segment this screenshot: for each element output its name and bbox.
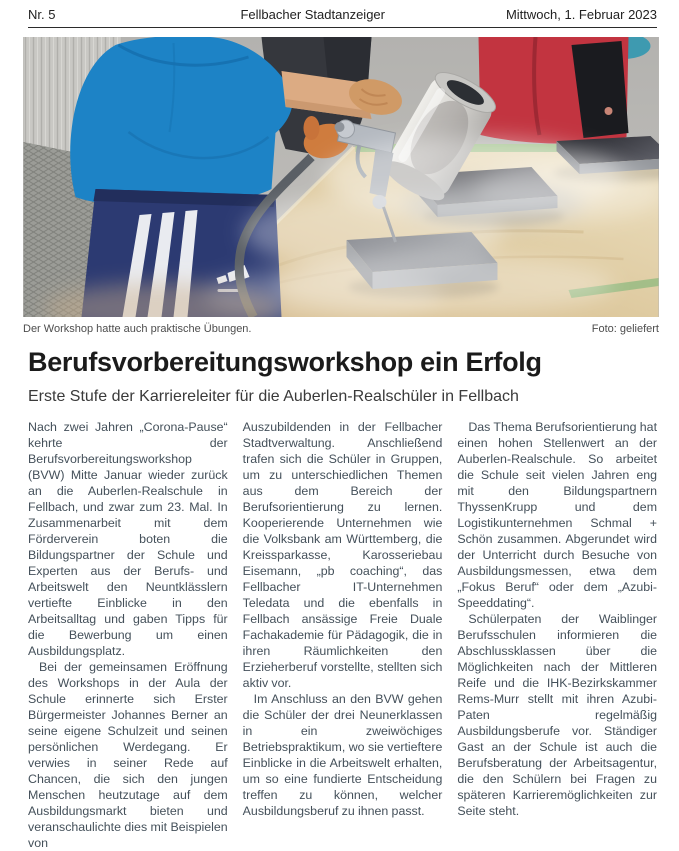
- text-column-3: [457, 419, 657, 851]
- text-column-2: [243, 419, 443, 851]
- photo-credit: Foto: geliefert: [591, 323, 659, 335]
- newspaper-title: Fellbacher Stadtanzeiger: [240, 7, 385, 22]
- photo-caption: Der Workshop hatte auch praktische Übungen.: [23, 323, 252, 335]
- paragraph: Schülerpaten der Waiblinger Berufsschulen informieren die Abschlussklassen über die Möglichkeiten nach der Mittleren Reife und die IHK-Bezirkskammer Rems-Murr stellt mit ihren Azubi-Paten regelmäßig Ausbildungsberufe vor. Ständiger Gast an der Schule ist auch die Berufsberatung der Arbeitsagentur, die den Schülern bei Fragen zu späteren Karrieremöglichkeiten zur Seite steht.: [457, 612, 658, 819]
- paragraph: Im Anschluss an den BVW gehen die Schüler der drei Neunerklassen in ein zweiwöchiges Betriebspraktikum, wo sie vertieftere Einblicke in die Arbeitswelt erhalten, um so eine fundierte Entscheidung treffen zu können, welcher Ausbildungsberuf zu ihnen passt.: [242, 692, 443, 819]
- paragraph: Auszubildenden in der Fellbacher Stadtverwaltung. Anschließend trafen sich die Schüler in Gruppen, um zu unterschiedlichen Themen aus dem Bereich der Berufsorientierung zu lernen. Kooperierende Unternehmen wie die Volksbank am Württemberg, die Kreissparkasse, Karosseriebau Eisemann, „pb coaching“, das Fellbacher IT-Unternehmen Teledata und die ebenfalls in Fellbach ansässige Freie Duale Fachakademie für Pädagogik, die in ihren Räumlichkeiten den Erzieherberuf vorstellte, stellten sich aktiv vor.: [242, 420, 443, 691]
- blue-hoodie: [70, 37, 292, 207]
- issue-date: Mittwoch, 1. Februar 2023: [505, 7, 657, 22]
- paragraph: Das Thema Berufsorientierung hat einen hohen Stellenwert an der Auberlen-Realschule. So arbeitet die Schule seit vielen Jahren eng mit den Bildungspartnern ThyssenKrupp und dem Logistikunternehmen Schmal + Schön zusammen. Abgerundet wird der Unterricht durch Besuche von Ausbildungsmessen, etwa dem „Fokus Beruf“ oder dem „Azubi-Speeddating“.: [457, 420, 658, 611]
- article-subheadline: Erste Stufe der Karriereleiter für die Auberlen-Realschüler in Fellbach: [28, 388, 519, 406]
- paragraph: Bei der gemeinsamen Eröffnung des Workshops in der Aula der Schule erinnerte sich Erster Bürgermeister Johannes Berner an seine eigene Schulzeit und seinen persönlichen Werdegang. Er verwies in seiner Rede auf Chancen, die sich den jungen Menschen heutzutage auf dem Ausbildungsmarkt bieten und veranschaulichte dies mit Beispielen von: [28, 660, 228, 851]
- page-header: [28, 0, 657, 28]
- pocket-logo: [605, 107, 613, 115]
- article-headline: Berufsvorbereitungsworkshop ein Erfolg: [28, 347, 542, 377]
- issue-number: Nr. 5: [28, 7, 56, 22]
- photo-caption-row: [23, 322, 659, 336]
- photo-frame: [23, 37, 659, 317]
- paragraph: Nach zwei Jahren „Corona-Pause“ kehrte der Berufsvorbereitungsworkshop (BVW) Mitte Januar wieder zurück an die Auberlen-Realschule in Fellbach, und zwar zum 23. Mal. In Zusammenarbeit mit dem Förderverein boten die Bildungspartner der Schule und Experten aus der Berufs- und Arbeitswelt den Neuntklässlern vertiefte Einblicke in den Arbeitsalltag und gaben Tipps für die Bewerbung um einen Ausbildungsplatz.: [28, 420, 228, 659]
- workshop-photo: [23, 37, 659, 336]
- text-column-1: [28, 419, 228, 851]
- red-work-trousers-person: [479, 37, 651, 144]
- article-body: [28, 419, 657, 851]
